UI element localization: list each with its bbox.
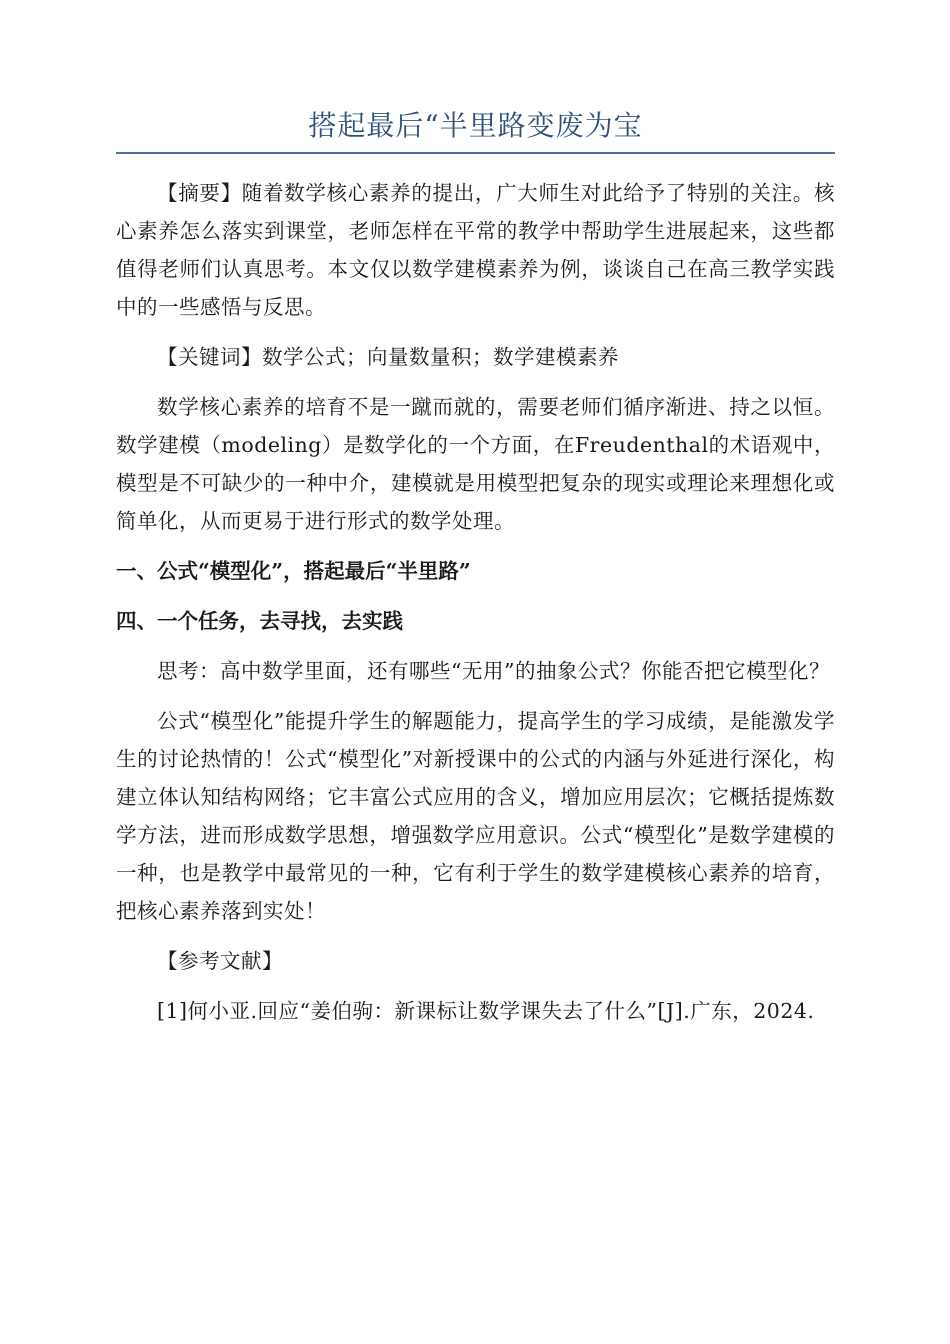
abstract-paragraph: 【摘要】随着数学核心素养的提出，广大师生对此给予了特别的关注。核心素养怎么落实到课堂，老师怎样在平常的教学中帮助学生进展起来，这些都值得老师们认真思考。本文仅以数学建模素养为例，谈谈自己在高三教学实践中的一些感悟与反思。 <box>116 181 835 319</box>
document-page <box>116 106 835 1030</box>
document-title: 搭起最后“半里路变废为宝 <box>116 106 835 154</box>
reference-item-1: [1]何小亚.回应“姜伯驹：新课标让数学课失去了什么”[J].广东，2024. <box>157 999 815 1023</box>
section-heading-4: 四、一个任务，去寻找，去实践 <box>116 609 403 633</box>
thinking-paragraph: 思考：高中数学里面，还有哪些“无用”的抽象公式？你能否把它模型化？ <box>157 659 830 683</box>
section-heading-1: 一、公式“模型化”，搭起最后“半里路” <box>116 559 471 583</box>
conclusion-paragraph: 公式“模型化”能提升学生的解题能力，提高学生的学习成绩，是能激发学生的讨论热情的！公式“模型化”对新授课中的公式的内涵与外延进行深化，构建立体认知结构网络；它丰富公式应用的含义，增加应用层次；它概括提炼数学方法，进而形成数学思想，增强数学应用意识。公式“模型化”是数学建模的一种，也是教学中最常见的一种，它有利于学生的数学建模核心素养的培育，把核心素养落到实处！ <box>116 709 835 923</box>
references-label: 【参考文献】 <box>157 949 283 973</box>
keywords-paragraph: 【关键词】数学公式；向量数量积；数学建模素养 <box>157 345 619 369</box>
intro-paragraph: 数学核心素养的培育不是一蹴而就的，需要老师们循序渐进、持之以恒。数学建模（modeling）是数学化的一个方面，在Freudenthal的术语观中，模型是不可缺少的一种中介，建模就是用模型把复杂的现实或理论来理想化或简单化，从而更易于进行形式的数学处理。 <box>116 395 835 533</box>
